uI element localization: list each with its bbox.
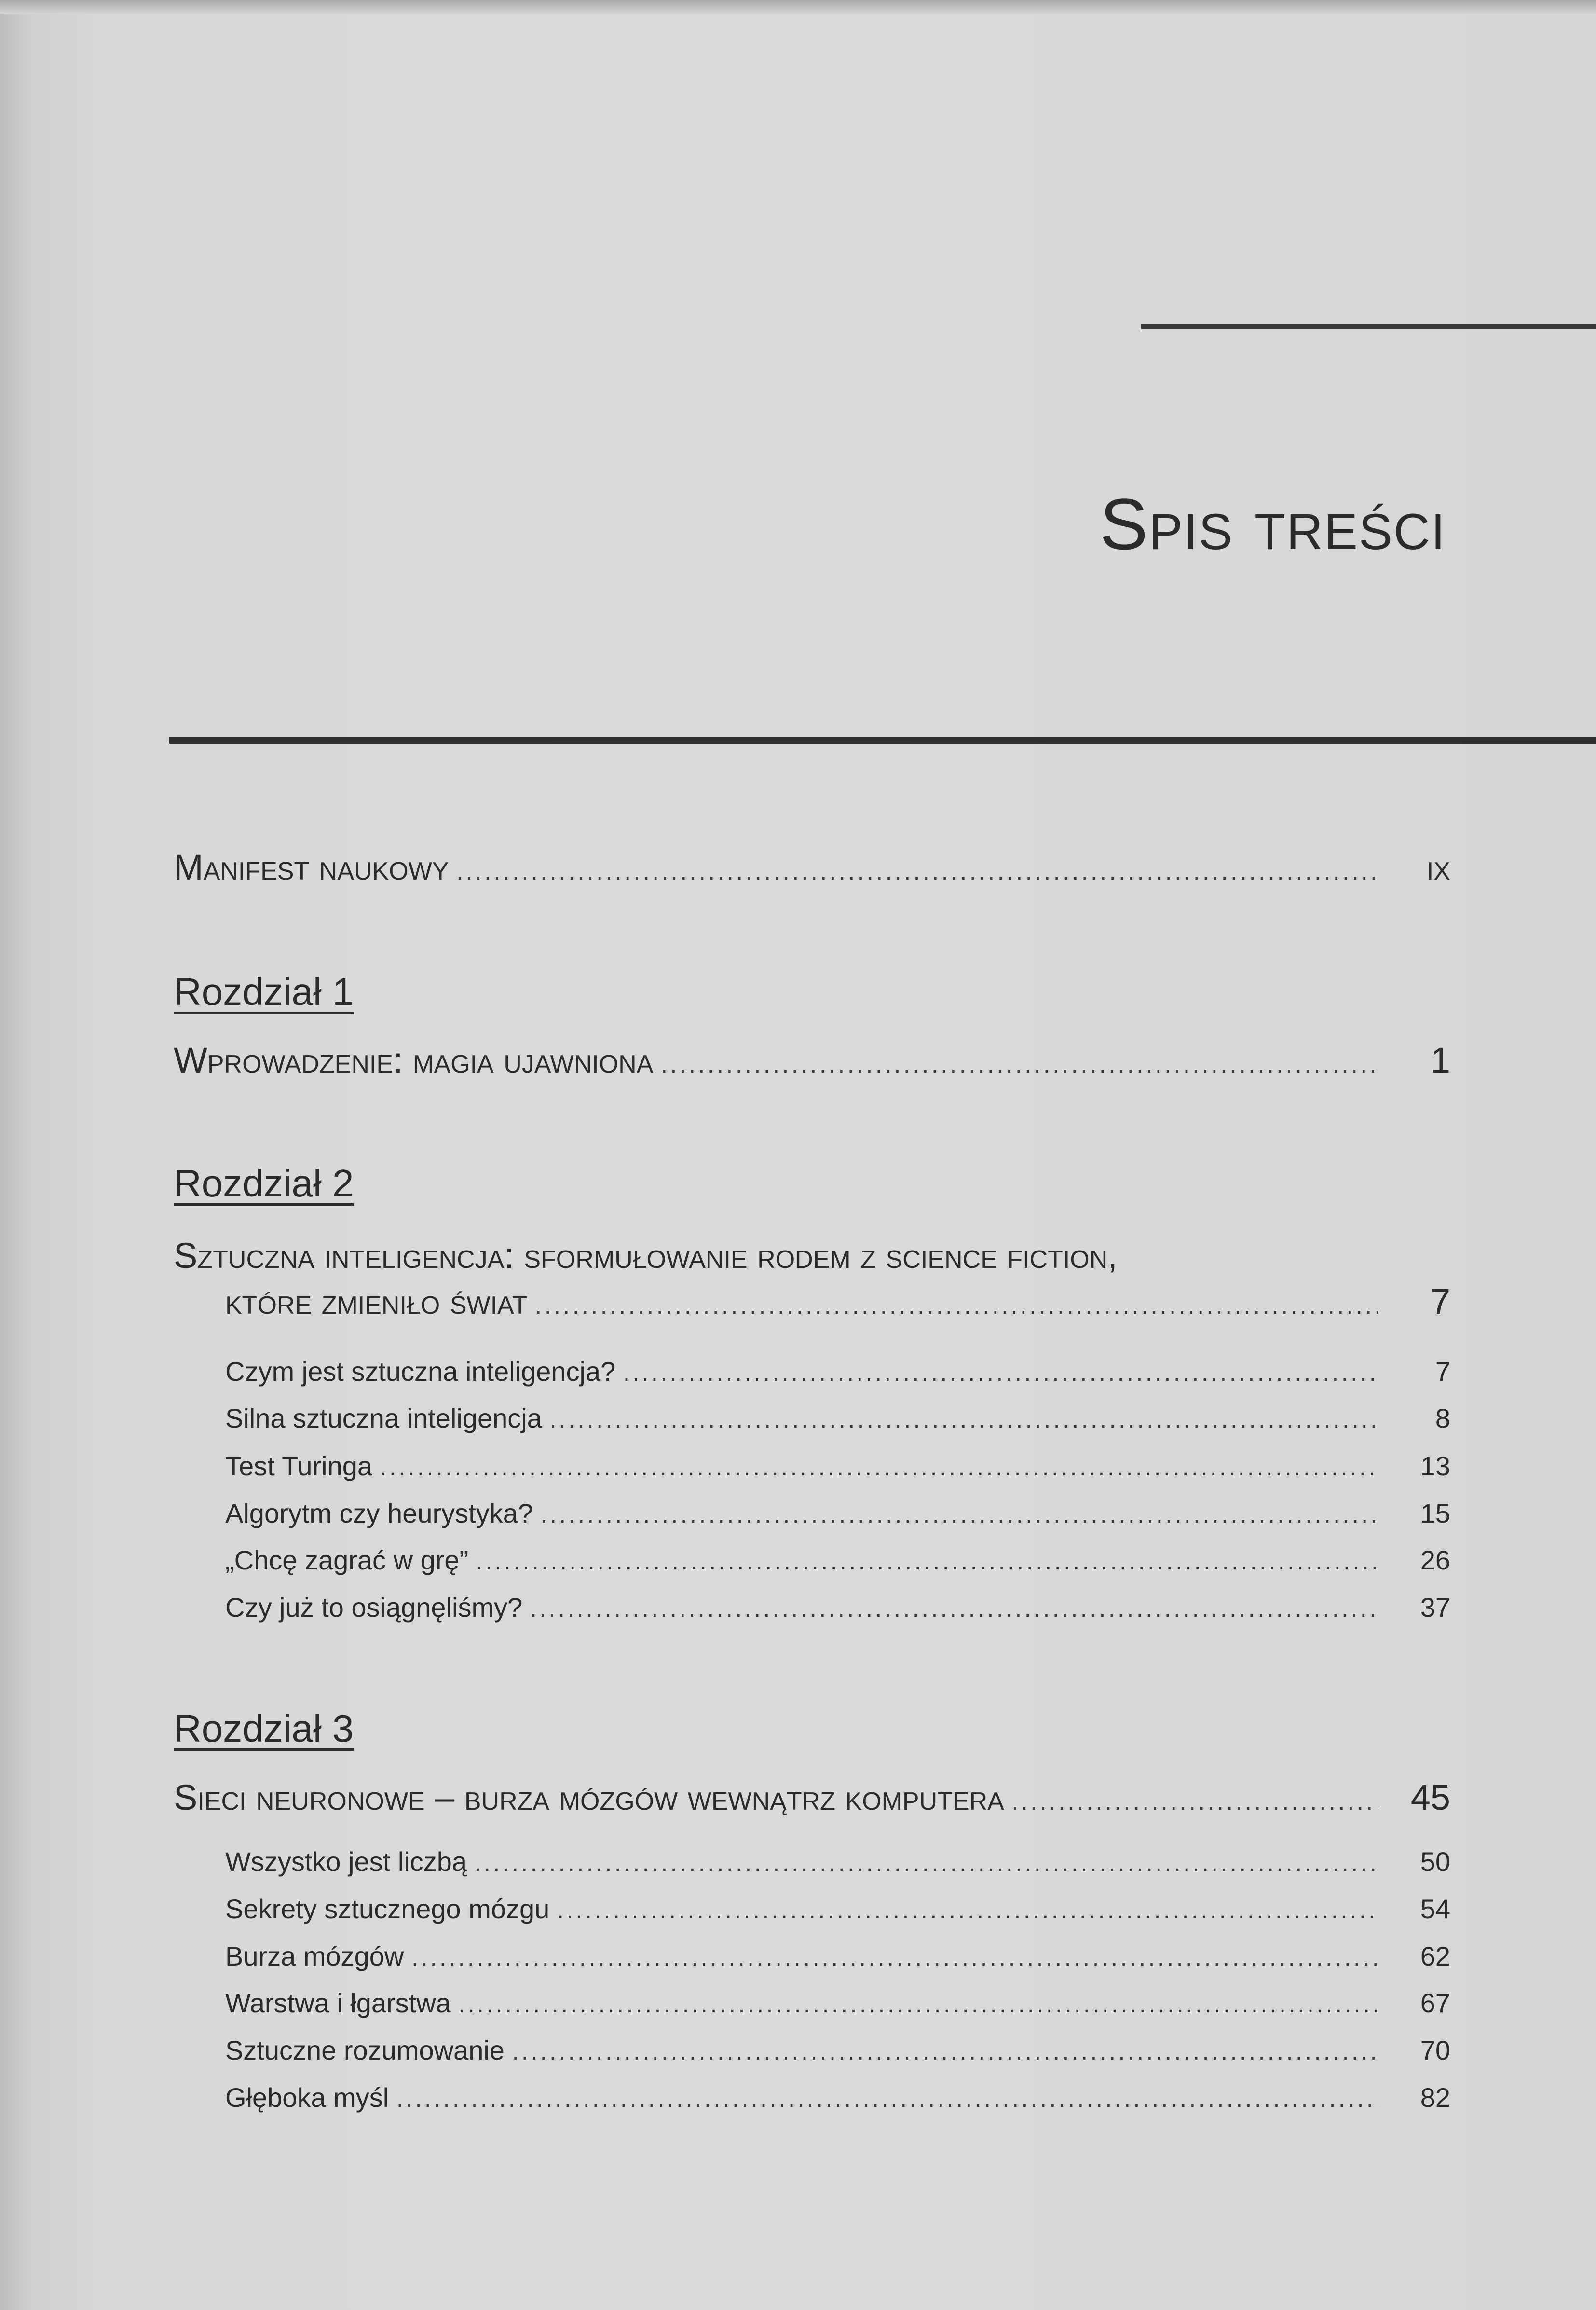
dot-leader: [557, 1898, 1378, 1924]
entry-page: 62: [1420, 1941, 1450, 1971]
entry-page: 70: [1420, 2035, 1450, 2065]
chapter-label: Rozdział 1: [174, 970, 354, 1013]
entry-label: Sztuczna inteligencja: sformułowanie rodem z science fiction,: [174, 1236, 1118, 1276]
dot-leader: [623, 1360, 1378, 1387]
entry-label: Test Turinga: [225, 1451, 373, 1481]
dot-leader: [475, 1850, 1378, 1877]
dot-leader: [396, 2086, 1378, 2113]
dot-leader: [380, 1455, 1378, 1481]
entry-label: Algorytm czy heurystyka?: [225, 1498, 533, 1528]
entry-label: Sztuczne rozumowanie: [225, 2035, 505, 2065]
dot-leader: [456, 859, 1378, 885]
entry-page: 26: [1420, 1545, 1450, 1575]
chapter-label: Rozdział 2: [174, 1162, 354, 1205]
dot-leader: [530, 1596, 1378, 1622]
toc-entry-section[interactable]: [225, 1846, 1450, 1877]
toc-entry-front[interactable]: [174, 847, 1450, 888]
entry-page: 7: [1430, 1281, 1450, 1321]
toc-entry-chapter-title[interactable]: [174, 1235, 1450, 1276]
dot-leader: [411, 1945, 1378, 1971]
entry-page: 82: [1420, 2082, 1450, 2113]
entry-page: 67: [1420, 1988, 1450, 2018]
entry-page: 15: [1420, 1498, 1450, 1528]
entry-page: 13: [1420, 1451, 1450, 1481]
entry-label: Sekrety sztucznego mózgu: [225, 1894, 550, 1924]
entry-label: Głęboka myśl: [225, 2082, 389, 2113]
toc-entry-section[interactable]: [225, 1987, 1450, 2019]
entry-label: Czym jest sztuczna inteligencja?: [225, 1356, 616, 1387]
toc-entry-chapter[interactable]: [174, 1777, 1450, 1818]
entry-label: Wszystko jest liczbą: [225, 1846, 467, 1877]
dot-leader: [550, 1407, 1378, 1433]
toc-entry-section[interactable]: [225, 1402, 1450, 1434]
dot-leader: [1012, 1789, 1378, 1815]
dot-leader: [512, 2039, 1378, 2065]
entry-label: „Chcę zagrać w grę”: [225, 1545, 469, 1575]
entry-label: Wprowadzenie: magia ujawniona: [174, 1040, 654, 1080]
dot-leader: [541, 1502, 1378, 1528]
entry-page: 7: [1435, 1356, 1450, 1387]
dot-leader: [535, 1293, 1378, 1320]
dot-leader: [459, 1992, 1378, 2018]
entry-page: 8: [1435, 1403, 1450, 1433]
entry-label: Sieci neuronowe – burza mózgów wewnątrz komputera: [174, 1777, 1004, 1817]
toc-entry-chapter[interactable]: [225, 1281, 1450, 1322]
entry-page: 1: [1430, 1040, 1450, 1080]
entry-label: Warstwa i łgarstwa: [225, 1988, 451, 2018]
entry-page: 37: [1420, 1592, 1450, 1622]
entry-page: 50: [1420, 1846, 1450, 1877]
toc-entry-section[interactable]: [225, 1940, 1450, 1972]
title-rule: [169, 737, 1596, 744]
entry-label: Silna sztuczna inteligencja: [225, 1403, 542, 1433]
toc-entry-section[interactable]: [225, 1356, 1450, 1387]
toc-entry-section[interactable]: [225, 1498, 1450, 1529]
entry-page: 45: [1410, 1777, 1450, 1817]
entry-page: 54: [1420, 1894, 1450, 1924]
header-rule: [1141, 324, 1596, 329]
page-title: Spis treści: [1100, 483, 1446, 564]
page-edge-shadow: [0, 0, 1596, 14]
toc-entry-section[interactable]: [225, 1592, 1450, 1623]
dot-leader: [476, 1549, 1378, 1575]
toc-entry-section[interactable]: [225, 2082, 1450, 2113]
dot-leader: [661, 1052, 1378, 1078]
toc-entry-section[interactable]: [225, 1893, 1450, 1925]
entry-page: ix: [1426, 847, 1450, 887]
entry-label: Czy już to osiągnęliśmy?: [225, 1592, 523, 1622]
entry-label: Burza mózgów: [225, 1941, 404, 1971]
entry-label: które zmieniło świat: [225, 1281, 528, 1321]
toc-entry-chapter[interactable]: [174, 1040, 1450, 1081]
entry-label: Manifest naukowy: [174, 847, 449, 887]
chapter-label: Rozdział 3: [174, 1707, 354, 1750]
toc-entry-section[interactable]: [225, 2035, 1450, 2066]
toc-entry-section[interactable]: [225, 1544, 1450, 1576]
toc-entry-section[interactable]: [225, 1450, 1450, 1482]
